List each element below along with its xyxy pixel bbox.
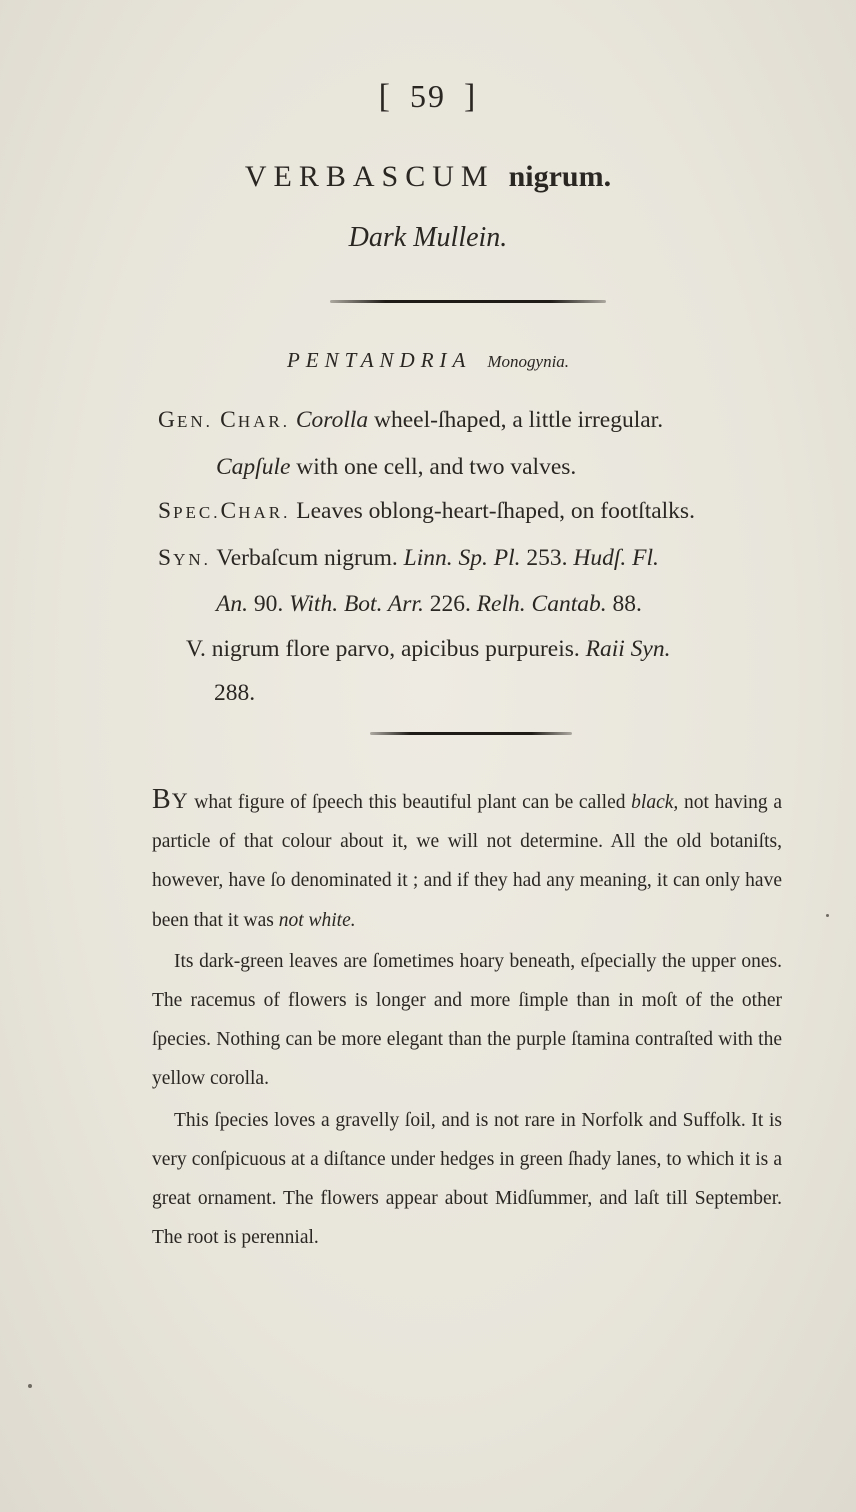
syn-label: SYN. xyxy=(158,544,211,571)
specific-character-line: SPEC.CHAR. Leaves oblong-heart-ſhaped, on footſtalks. xyxy=(158,498,695,524)
bracket-close: ] xyxy=(464,78,478,115)
common-name: Dark Mullein. xyxy=(348,222,508,253)
paragraph-3: This ſpecies loves a gravelly ſoil, and is not rare in Norfolk and Suffolk. It is very conſpicuous at a diſtance under hedges in green ſhady lanes, to which it is a great ornament. The flowers appear about Midſummer, and laſt till September. The root is perennial. xyxy=(152,1109,782,1249)
synonym-line-2: An. 90. With. Bot. Arr. 226. Relh. Cantab. 88. xyxy=(216,591,642,617)
spec-char-label: SPEC.CHAR. xyxy=(158,498,291,524)
drop-initial: B xyxy=(152,784,172,815)
linnaean-classification xyxy=(0,348,856,373)
order-name: Monogynia. xyxy=(487,352,570,371)
bracket-open: [ xyxy=(378,78,392,115)
divider-rule-top xyxy=(330,300,606,303)
genus-name: VERBASCUM xyxy=(244,160,495,193)
paragraph-1: BY what figure of ſpeech this beautiful plant can be called black, not having a particle of that colour about it, we will not determine. All the old botaniſts, however, have ſo denominated it ; and if they had any meaning, it can only have been that it was not white. xyxy=(152,784,782,931)
synonym-line-1: SYN. Verbaſcum nigrum. Linn. Sp. Pl. 253. Hudſ. Fl. xyxy=(158,544,659,571)
generic-character-line-1: GEN. CHAR. Corolla wheel-ſhaped, a little irregular. xyxy=(158,407,664,433)
paper-speck xyxy=(826,914,829,917)
species-name: nigrum. xyxy=(508,160,612,193)
synonym-line-3: V. nigrum flore parvo, apicibus purpureis. Raii Syn. xyxy=(186,635,671,662)
plant-title xyxy=(0,160,856,194)
corolla-term: Corolla xyxy=(295,407,369,433)
synonym-line-4: 288. xyxy=(214,680,256,706)
class-name: PENTANDRIA xyxy=(286,348,472,372)
paragraph-2: Its dark-green leaves are ſometimes hoary beneath, eſpecially the upper ones. The racemus of flowers is longer and more ſimple than in moſt of the other ſpecies. Nothing can be more elegant than the purple ſtamina contraſted with the yellow corolla. xyxy=(152,950,782,1090)
characters-block xyxy=(158,398,792,716)
description-text xyxy=(152,780,782,1257)
paper-speck xyxy=(28,1384,32,1388)
capsule-term: Capſule xyxy=(216,453,291,480)
page-number-value: 59 xyxy=(410,78,446,114)
generic-character-line-2: Capſule with one cell, and two valves. xyxy=(216,453,577,480)
divider-rule-bottom xyxy=(370,732,572,735)
page-number xyxy=(0,78,856,116)
gen-char-label: GEN. CHAR. xyxy=(158,407,290,433)
